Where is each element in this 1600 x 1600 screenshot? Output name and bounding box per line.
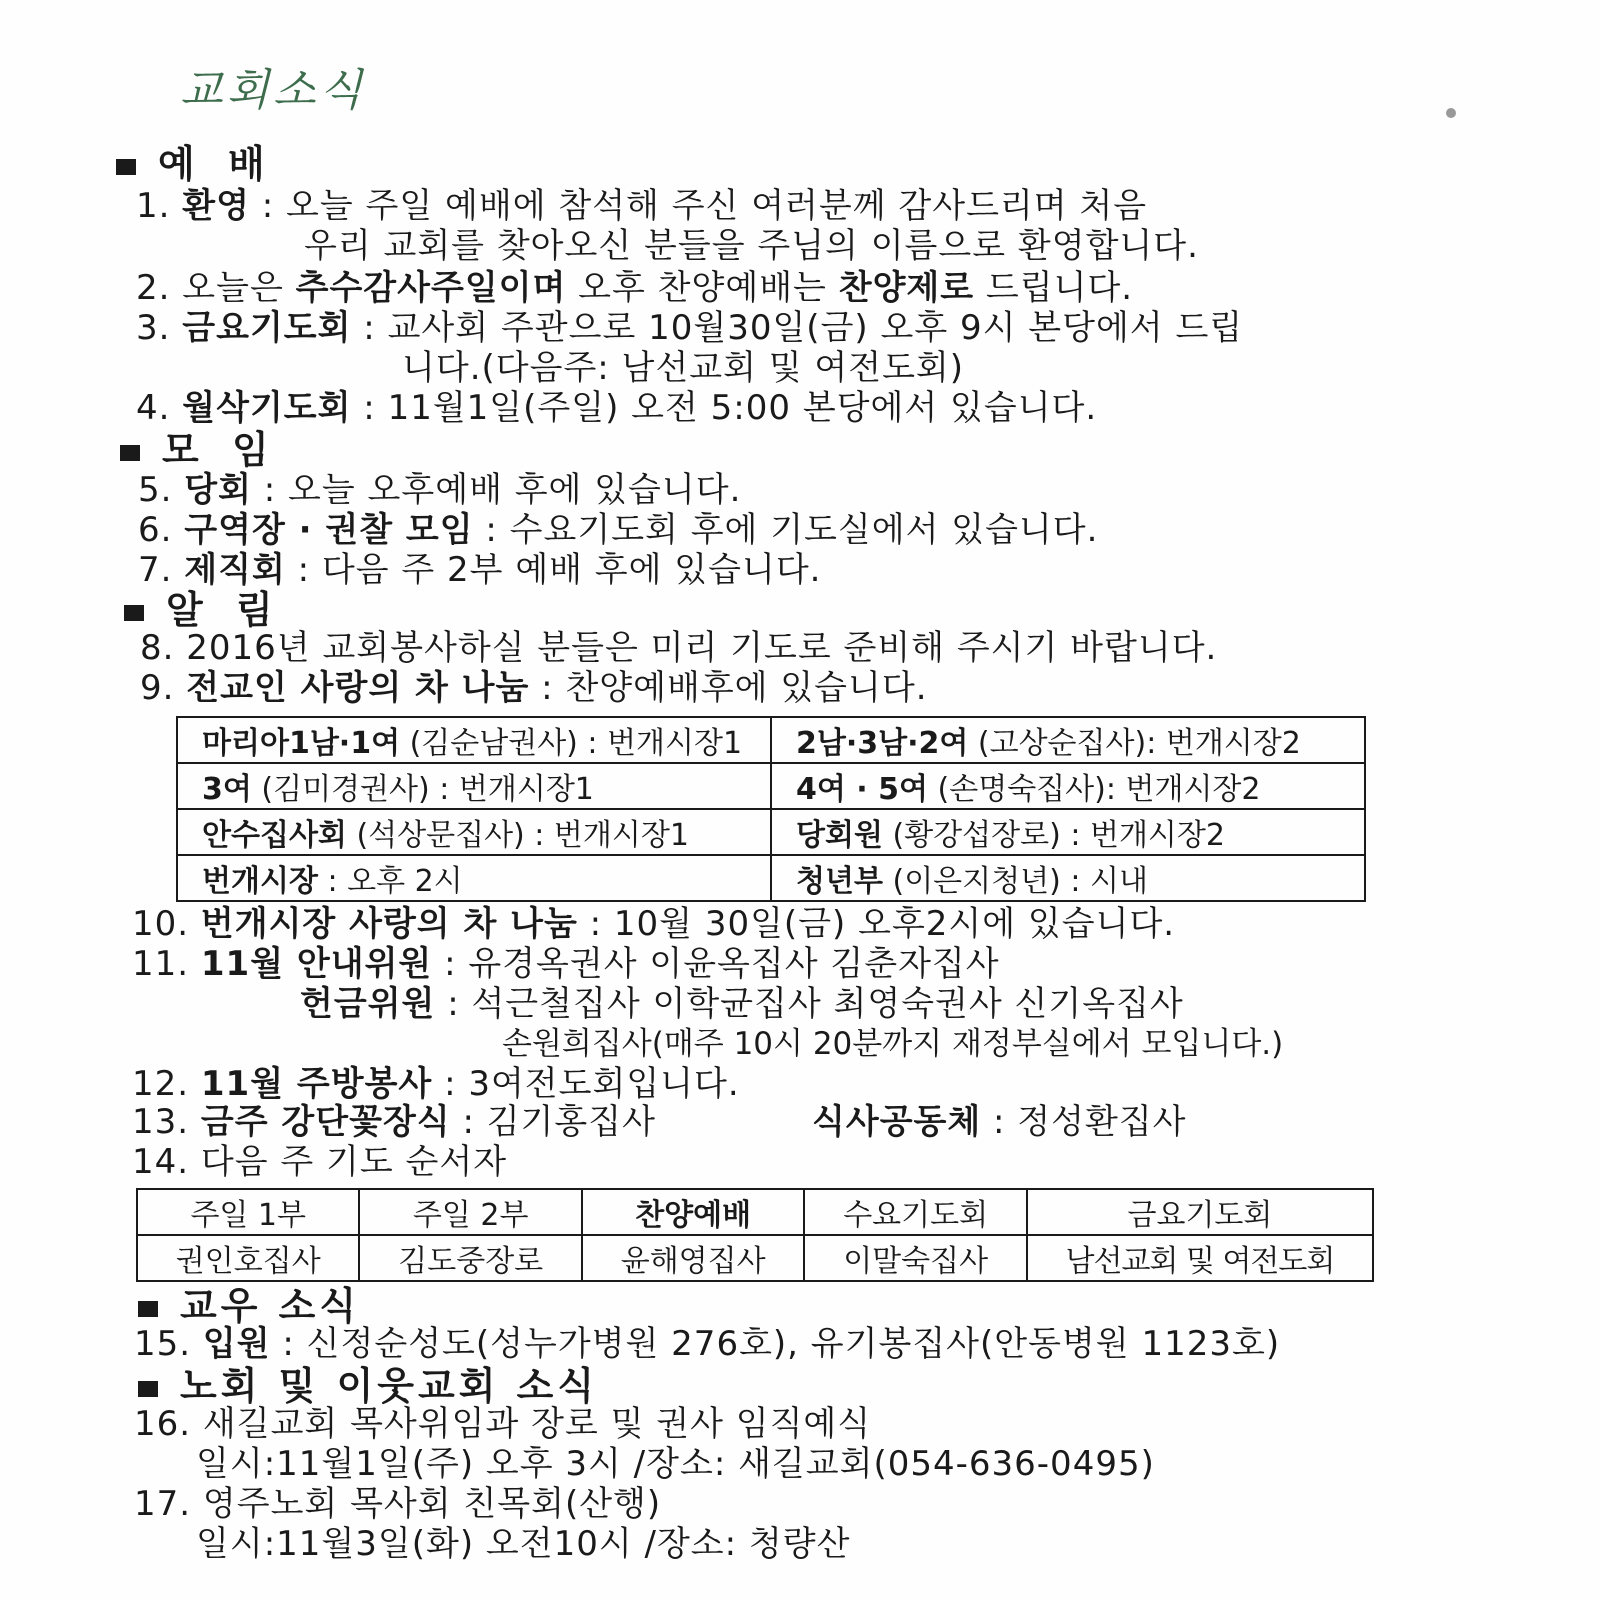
item-10: 10. 번개시장 사랑의 차 나눔 : 10월 30일(금) 오후2시에 있습니다. xyxy=(132,904,1176,944)
tea-cell-left: 번개시장 : 오후 2시 xyxy=(177,855,771,901)
section-header-meeting: 모 임 xyxy=(120,428,279,472)
bullet-square xyxy=(116,159,136,175)
item-6: 6. 구역장 · 권찰 모임 : 수요기도회 후에 기도실에서 있습니다. xyxy=(138,510,1099,550)
tea-cell-right: 청년부 (이은지청년) : 시내 xyxy=(771,855,1365,901)
bullet-square xyxy=(138,1381,158,1397)
item-3: 3. 금요기도회 : 교사회 주관으로 10월30일(금) 오후 9시 본당에서 드립 xyxy=(136,308,1244,348)
section-header-worship: 예 배 xyxy=(116,142,275,186)
tea-cell-right: 2남·3남·2여 (고상순집사): 번개시장2 xyxy=(771,717,1365,763)
item-16: 16. 새길교회 목사위임과 장로 및 권사 임직예식 xyxy=(134,1404,872,1444)
prayer-header-cell: 주일 2부 xyxy=(359,1189,581,1235)
tea-table-row xyxy=(177,763,1365,809)
bullet-square xyxy=(124,605,144,621)
tea-cell-left: 3여 (김미경권사) : 번개시장1 xyxy=(177,763,771,809)
prayer-header-cell: 주일 1부 xyxy=(137,1189,359,1235)
prayer-value-cell: 남선교회 및 여전도회 xyxy=(1027,1235,1373,1281)
tea-table-row xyxy=(177,809,1365,855)
bullet-square xyxy=(138,1301,158,1317)
tea-cell-left: 안수집사회 (석상문집사) : 번개시장1 xyxy=(177,809,771,855)
item-5: 5. 당회 : 오늘 오후예배 후에 있습니다. xyxy=(138,470,742,510)
item-11-cont: 손원희집사(매주 10시 20분까지 재정부실에서 모입니다.) xyxy=(502,1026,1284,1062)
tea-cell-left: 마리아1남·1여 (김순남권사) : 번개시장1 xyxy=(177,717,771,763)
page-title: 교회소식 xyxy=(180,65,367,116)
prayer-value-cell: 권인호집사 xyxy=(137,1235,359,1281)
item-7: 7. 제직회 : 다음 주 2부 예배 후에 있습니다. xyxy=(138,550,822,590)
item-13-meal: 식사공동체 : 정성환집사 xyxy=(812,1102,1187,1142)
section-header-members: 교우 소식 xyxy=(138,1284,360,1328)
prayer-header-cell: 금요기도회 xyxy=(1027,1189,1373,1235)
item-12: 12. 11월 주방봉사 : 3여전도회입니다. xyxy=(132,1064,740,1104)
item-14: 14. 다음 주 기도 순서자 xyxy=(132,1142,508,1182)
tea-table-row xyxy=(177,855,1365,901)
item-3-cont: 니다.(다음주: 남선교회 및 여전도회) xyxy=(402,348,965,388)
item-4: 4. 월삭기도회 : 11월1일(주일) 오전 5:00 본당에서 있습니다. xyxy=(136,388,1098,428)
prayer-value-cell: 이말숙집사 xyxy=(804,1235,1026,1281)
item-13: 13. 금주 강단꽃장식 : 김기홍집사 xyxy=(132,1102,656,1142)
dust-speck xyxy=(1446,108,1456,118)
item-11-offering: 헌금위원 : 석근철집사 이학균집사 최영숙권사 신기옥집사 xyxy=(300,984,1184,1024)
prayer-value-cell: 윤해영집사 xyxy=(582,1235,804,1281)
prayer-header-cell: 수요기도회 xyxy=(804,1189,1026,1235)
bullet-square xyxy=(120,445,140,461)
tea-cell-right: 4여 · 5여 (손명숙집사): 번개시장2 xyxy=(771,763,1365,809)
item-15: 15. 입원 : 신정순성도(성누가병원 276호), 유기봉집사(안동병원 1123호) xyxy=(134,1324,1281,1364)
item-1: 1. 환영 : 오늘 주일 예배에 참석해 주신 여러분께 감사드리며 처음 xyxy=(136,186,1148,226)
section-header-notice: 알 림 xyxy=(124,588,283,632)
prayer-header-cell: 찬양예배 xyxy=(582,1189,804,1235)
item-17-cont: 일시:11월3일(화) 오전10시 /장소: 청량산 xyxy=(196,1524,851,1564)
item-9: 9. 전교인 사랑의 차 나눔 : 찬양예배후에 있습니다. xyxy=(140,668,928,708)
tea-table-row xyxy=(177,717,1365,763)
prayer-order-table xyxy=(136,1188,1374,1282)
item-8: 8. 2016년 교회봉사하실 분들은 미리 기도로 준비해 주시기 바랍니다. xyxy=(140,628,1218,668)
item-17: 17. 영주노회 목사회 친목회(산행) xyxy=(134,1484,662,1524)
tea-cell-right: 당회원 (황강섭장로) : 번개시장2 xyxy=(771,809,1365,855)
item-11: 11. 11월 안내위원 : 유경옥권사 이윤옥집사 김춘자집사 xyxy=(132,944,1000,984)
section-header-presbytery: 노회 및 이웃교회 소식 xyxy=(138,1364,598,1408)
prayer-value-cell: 김도중장로 xyxy=(359,1235,581,1281)
tea-sharing-table xyxy=(176,716,1366,902)
item-16-cont: 일시:11월1일(주) 오후 3시 /장소: 새길교회(054-636-0495) xyxy=(196,1444,1155,1484)
item-1-cont: 우리 교회를 찾아오신 분들을 주님의 이름으로 환영합니다. xyxy=(304,226,1199,266)
item-2: 2. 오늘은 추수감사주일이며 오후 찬양예배는 찬양제로 드립니다. xyxy=(136,268,1134,308)
